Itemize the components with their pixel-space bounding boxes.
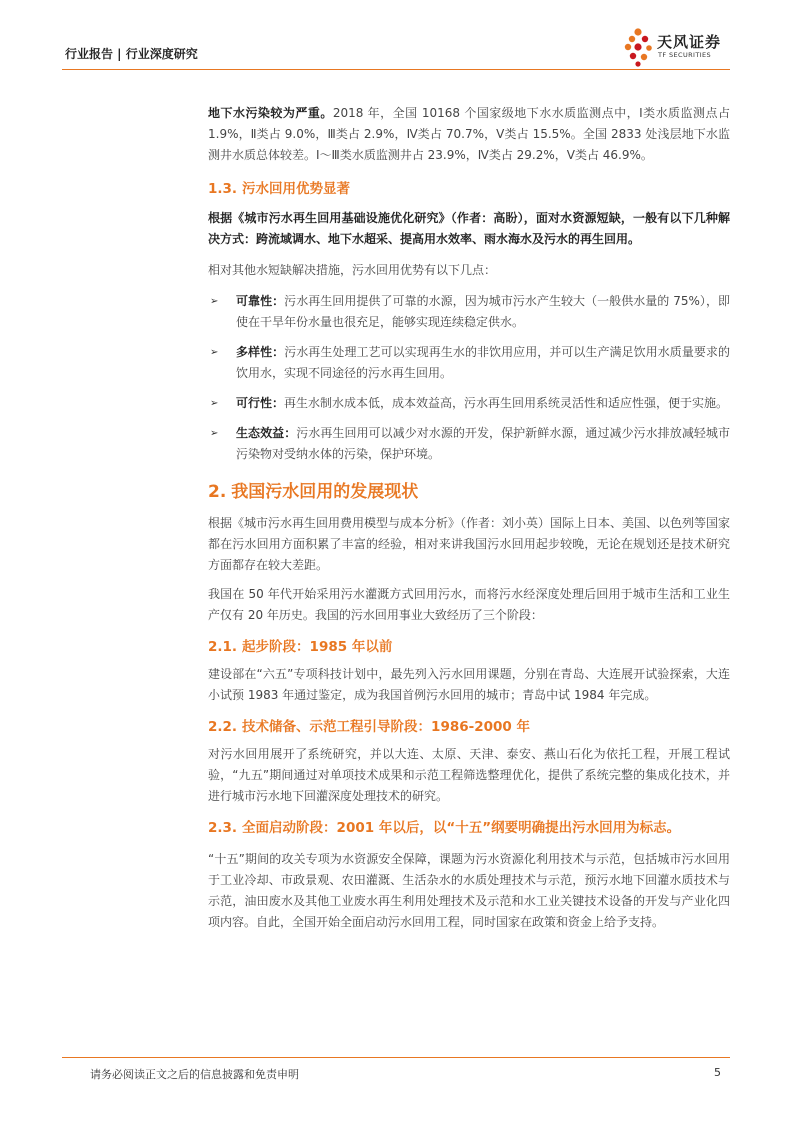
s2-paragraph-2: 我国在 50 年代开始采用污水灌溉方式回用污水，而将污水经深度处理后回用于城市生活和工业生产仅有 20 年历史。我国的污水回用事业大致经历了三个阶段： — [208, 587, 730, 622]
item-text: 污水再生回用提供了可靠的水源，因为城市污水产生较大（一般供水量的 75%），即使在干旱年份水量也很充足，能够实现连续稳定供水。 — [236, 294, 730, 329]
list-item — [208, 393, 730, 414]
intro-paragraph — [208, 103, 730, 166]
disclaimer-text: 请务必阅读正文之后的信息披露和免责申明 — [90, 1068, 299, 1081]
arrow-bullet-icon: ➢ — [210, 347, 219, 358]
s13-paragraph: 相对其他水短缺解决措施，污水回用优势有以下几点： — [208, 263, 497, 277]
item-term: 可行性： — [236, 396, 285, 410]
item-term: 生态效益： — [236, 426, 297, 440]
item-text: 污水再生回用可以减少对水源的开发，保护新鲜水源，通过减少污水排放减轻城市污染物对受纳水体的污染，保护环境。 — [236, 426, 730, 461]
item-text: 污水再生处理工艺可以实现再生水的非饮用应用，并可以生产满足饮用水质量要求的饮用水，实现不同途径的污水再生回用。 — [236, 345, 730, 380]
section-2-1-heading — [208, 636, 730, 658]
s23-paragraph: “十五”期间的攻关专项为水资源安全保障，课题为污水资源化利用技术与示范，包括城市污水回用于工业冷却、市政景观、农田灌溉、生活杂水的水质处理技术与示范，预污水地下回灌水质技术与示范，油田废水及其他工业废水再生利用处理技术及示范和水工业关键技术设备的开发与产业化四项内容。自此，全国开始全面启动污水回用工程，同时国家在政策和资金上给予支持。 — [208, 852, 730, 929]
list-item — [208, 291, 730, 333]
arrow-bullet-icon: ➢ — [210, 428, 219, 439]
list-item — [208, 423, 730, 465]
section-title: 全面启动阶段：2001 年以后，以“十五”纲要明确提出污水回用为标志。 — [242, 820, 681, 836]
intro-lead: 地下水污染较为严重。 — [208, 106, 333, 120]
list-item — [208, 342, 730, 384]
item-term: 可靠性： — [236, 294, 285, 308]
report-category: 行业报告 | 行业深度研究 — [65, 47, 198, 61]
item-text: 再生水制水成本低，成本效益高，污水再生回用系统灵活性和适应性强，便于实施。 — [284, 396, 729, 410]
item-term: 多样性： — [236, 345, 285, 359]
section-title: 污水回用优势显著 — [242, 181, 351, 197]
page-number: 5 — [714, 1066, 721, 1079]
section-2-heading — [208, 479, 730, 505]
section-title: 我国污水回用的发展现状 — [231, 482, 419, 502]
s21-paragraph: 建设部在“六五”专项科技计划中，最先列入污水回用课题，分别在青岛、大连展开试验探索，大连小试预 1983 年通过鉴定，成为我国首例污水回用的城市；青岛中试 1984 年完成。 — [208, 667, 730, 702]
section-title: 起步阶段：1985 年以前 — [242, 639, 393, 655]
section-number: 2. — [208, 482, 227, 502]
company-logo — [623, 27, 733, 67]
section-number: 2.2. — [208, 719, 238, 735]
section-number: 2.1. — [208, 639, 238, 655]
footer-divider — [62, 1057, 730, 1058]
section-number: 1.3. — [208, 181, 238, 197]
s2-paragraph-1: 根据《城市污水再生回用费用模型与成本分析》（作者：刘小英）国际上日本、美国、以色列等国家都在污水回用方面积累了丰富的经验，相对来讲我国污水回用起步较晚，无论在规划还是技术研究方面都存在较大差距。 — [208, 516, 731, 572]
section-title: 技术储备、示范工程引导阶段：1986-2000 年 — [242, 719, 530, 735]
s13-bold-paragraph: 根据《城市污水再生回用基础设施优化研究》（作者：高盼），面对水资源短缺，一般有以下几种解决方式：跨流域调水、地下水超采、提高用水效率、雨水海水及污水的再生回用。 — [208, 211, 730, 246]
arrow-bullet-icon: ➢ — [210, 398, 219, 409]
s22-paragraph: 对污水回用展开了系统研究，并以大连、太原、天津、泰安、燕山石化为依托工程，开展工程试验，“九五”期间通过对单项技术成果和示范工程筛选整理优化，提供了系统完整的集成化技术，并进行城市污水地下回灌深度处理技术的研究。 — [208, 747, 730, 803]
logo-subtitle: TF SECURITIES — [658, 51, 712, 59]
section-1-3-heading — [208, 178, 730, 200]
logo-mark-icon — [623, 27, 655, 67]
section-2-2-heading — [208, 716, 730, 738]
intro-text: 2018 年，全国 10168 个国家级地下水水质监测点中，Ⅰ类水质监测点占 1.9%，Ⅱ类占 9.0%，Ⅲ类占 2.9%，Ⅳ类占 70.7%，Ⅴ类占 15.5%。全国 2833 处浅层地下水监测井水质总体较差。Ⅰ～Ⅲ类水质监测井占 23.9%，Ⅳ类占 29.2%，Ⅴ类占 46.9%。 — [208, 106, 730, 162]
section-number: 2.3. — [208, 820, 238, 836]
section-2-3-heading — [208, 817, 730, 839]
arrow-bullet-icon: ➢ — [210, 296, 219, 307]
advantages-list — [208, 291, 730, 465]
main-content — [208, 103, 730, 933]
header-divider — [62, 69, 730, 70]
logo-name: 天风证券 — [657, 33, 722, 51]
